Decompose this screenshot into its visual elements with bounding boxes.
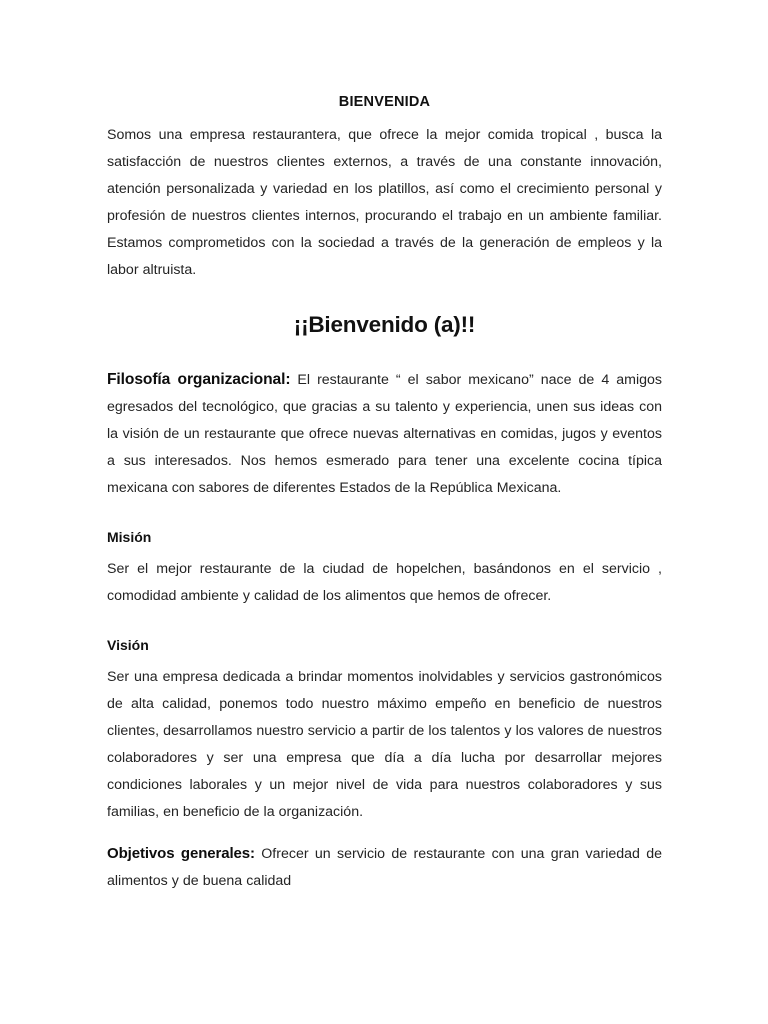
mission-paragraph: Ser el mejor restaurante de la ciudad de hopelchen, basándonos en el servicio , comodidad ambiente y calidad de los alimentos que hemos de ofrecer. [107, 561, 662, 604]
vision-paragraph: Ser una empresa dedicada a brindar momentos inolvidables y servicios gastronómicos de alta calidad, ponemos todo nuestro máximo empeño en beneficio de nuestros clientes, desarrollamos nuestro servicio a partir de los talentos y los valores de nuestros colaboradores y ser una empresa que día a día lucha por desarrollar mejores condiciones laborales y un mejor nivel de vida para nuestros colaboradores y sus familias, en beneficio de la organización. [107, 669, 662, 820]
philosophy-text: El restaurante “ el sabor mexicano” nace de 4 amigos egresados del tecnológico, que gracias a su talento y experiencia, unen sus ideas con la visión de un restaurante que ofrece nuevas alternativas en comidas, jugos y eventos a sus interesados. Nos hemos esmerado para tener una excelente cocina típica mexicana con sabores de diferentes Estados de la República Mexicana. [107, 372, 662, 496]
document-body [107, 92, 662, 895]
heading-mision: Misión [107, 529, 152, 545]
philosophy-paragraph [107, 366, 662, 502]
page-title-bienvenida: BIENVENIDA [338, 94, 431, 110]
heading-vision: Visión [107, 637, 149, 653]
intro-paragraph: Somos una empresa restaurantera, que ofrece la mejor comida tropical , busca la satisfacción de nuestros clientes externos, a través de una constante innovación, atención personalizada y variedad en los platillos, así como el crecimiento personal y profesión de nuestros clientes internos, procurando el trabajo en un ambiente familiar. Estamos comprometidos con la sociedad a través de la generación de empleos y la labor altruista. [107, 127, 662, 278]
heading-bienvenido: ¡¡Bienvenido (a)!! [293, 312, 476, 337]
objectives-label: Objetivos generales: [107, 845, 255, 862]
philosophy-label: Filosofía organizacional: [107, 371, 291, 388]
objectives-text: Ofrecer un servicio de restaurante con una gran variedad de alimentos y de buena calidad [107, 846, 663, 889]
objectives-paragraph [107, 840, 662, 895]
